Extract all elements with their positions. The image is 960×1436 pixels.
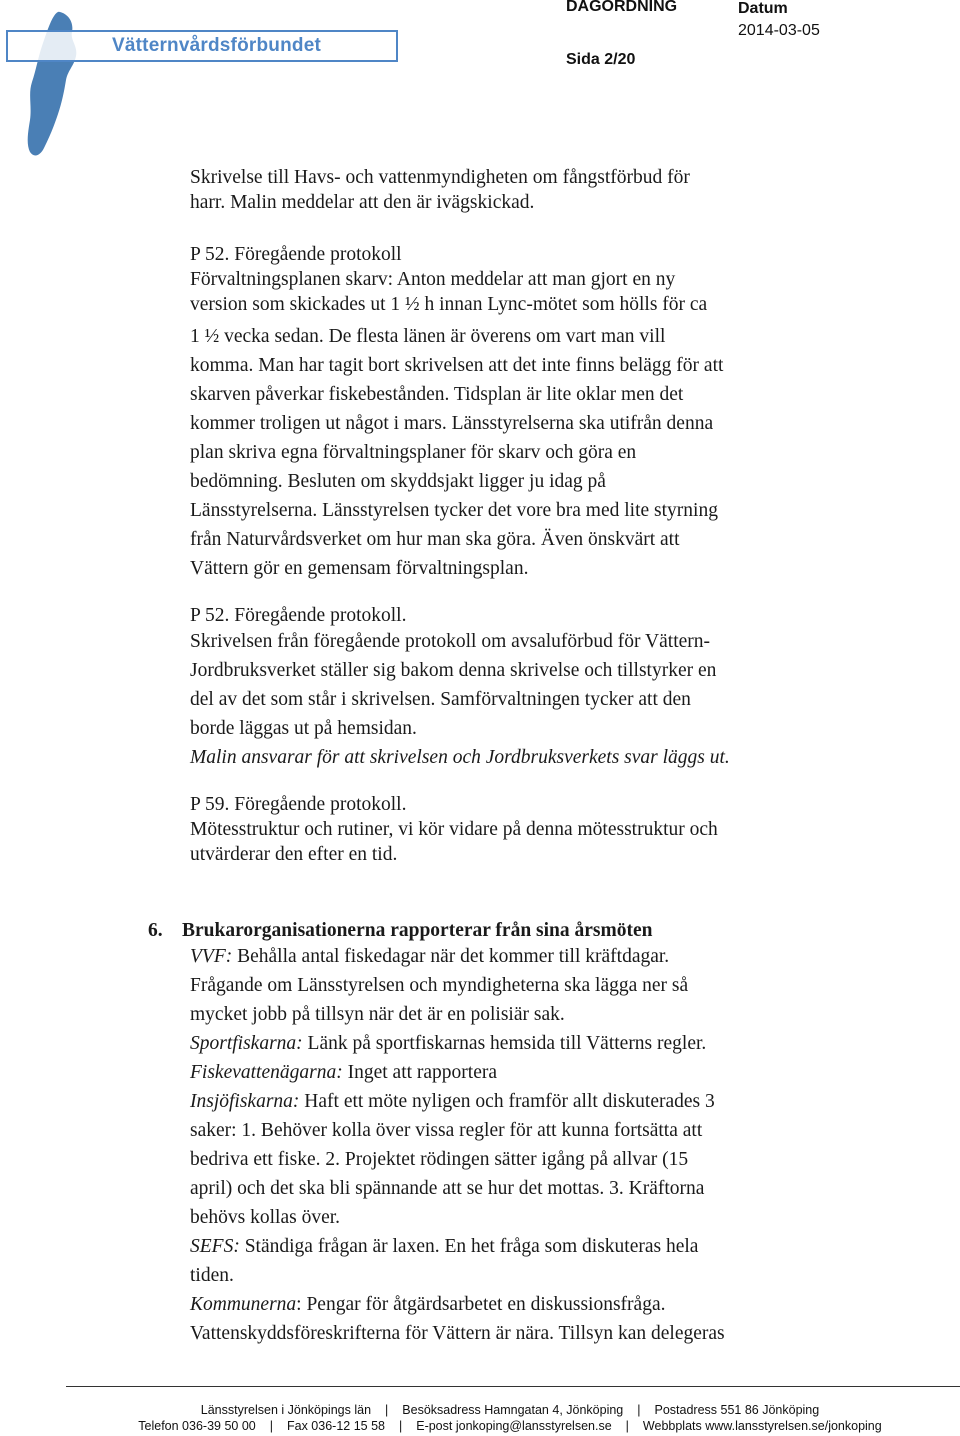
paragraph-p59 <box>190 792 810 867</box>
report-text: Behålla antal fiskedagar när det kommer till kräftdagar. <box>232 946 670 967</box>
date-value: 2014-03-05 <box>738 22 820 39</box>
report-text: Ständiga frågan är laxen. En het fråga som diskuteras hela <box>239 1236 699 1257</box>
text-line: från Naturvårdsverket om hur man ska göra. Även önskvärt att <box>190 529 680 550</box>
org-name: Vätternvårdsförbundet <box>112 35 322 56</box>
report-text: behövs kollas över. <box>190 1207 341 1228</box>
paragraph-p52-skarv-intro <box>190 242 810 317</box>
footer-org: Länsstyrelsen i Jönköpings län <box>200 1403 372 1417</box>
report-line <box>190 971 810 1000</box>
report-line <box>190 1087 810 1116</box>
report-line <box>190 1232 810 1261</box>
report-text: tiden. <box>190 1265 234 1286</box>
report-line <box>190 1174 810 1203</box>
text-line: Skrivelse till Havs- och vattenmyndigheten om fångstförbud för <box>190 167 690 188</box>
footer-visit-address: Besöksadress Hamngatan 4, Jönköping <box>402 1403 624 1417</box>
text-line: P 52. Föregående protokoll. <box>190 605 407 626</box>
paragraph-p52-skarv-body <box>190 322 810 583</box>
report-line <box>190 1145 810 1174</box>
text-line: del av det som står i skrivelsen. Samförvaltningen tycker att den <box>190 689 691 710</box>
paragraph-p52-avsaluforbud-title <box>190 603 810 628</box>
footer-fax: Fax 036-12 15 58 <box>286 1419 385 1433</box>
text-line: utvärderar den efter en tid. <box>190 844 398 865</box>
footer-separator: | <box>398 1419 403 1433</box>
text-line: Förvaltningsplanen skarv: Anton meddelar att man gjort en ny <box>190 269 676 290</box>
report-line <box>190 942 810 971</box>
report-line <box>190 1261 810 1290</box>
report-line <box>190 1000 810 1029</box>
text-line: komma. Man har tagit bort skrivelsen att det inte finns belägg för att <box>190 355 724 376</box>
text-line: 1 ½ vecka sedan. De flesta länen är överens om vart man vill <box>190 326 666 347</box>
section-6-heading <box>148 918 653 943</box>
footer-line-1 <box>30 1403 960 1417</box>
report-line <box>190 1319 810 1348</box>
report-text: april) och det ska bli spännande att se hur det mottas. 3. Kräftorna <box>190 1178 705 1199</box>
report-line <box>190 1203 810 1232</box>
org-label: Fiskevattenägarna: <box>190 1062 343 1083</box>
text-line: borde läggas ut på hemsidan. <box>190 718 417 739</box>
org-label: VVF: <box>190 946 233 967</box>
footer-email[interactable]: E-post jonkoping@lansstyrelsen.se <box>416 1419 612 1433</box>
text-line: harr. Malin meddelar att den är ivägskickad. <box>190 192 535 213</box>
org-label: SEFS: <box>190 1236 240 1257</box>
report-text: Vattenskyddsföreskrifterna för Vättern är nära. Tillsyn kan delegeras <box>190 1323 725 1344</box>
footer-divider <box>66 1386 960 1387</box>
text-line: plan skriva egna förvaltningsplaner för skarv och göra en <box>190 442 637 463</box>
text-line: Skrivelsen från föregående protokoll om avsaluförbud för Vättern- <box>190 631 711 652</box>
page-number: Sida 2/20 <box>566 51 636 68</box>
paragraph-skrivelse <box>190 165 810 215</box>
text-line: version som skickades ut 1 ½ h innan Lync-mötet som hölls för ca <box>190 294 708 315</box>
report-line <box>190 1058 810 1087</box>
report-text: mycket jobb på tillsyn när det är en polisiär sak. <box>190 1004 565 1025</box>
text-line: Vättern gör en gemensam förvaltningsplan. <box>190 558 529 579</box>
footer-phone: Telefon 036-39 50 00 <box>138 1419 256 1433</box>
footer-separator: | <box>625 1419 629 1433</box>
text-line: Mötesstruktur och rutiner, vi kör vidare på denna mötesstruktur och <box>190 819 718 840</box>
text-line: Länsstyrelserna. Länsstyrelsen tycker det vore bra med lite styrning <box>190 500 718 521</box>
text-line: Jordbruksverket ställer sig bakom denna skrivelse och tillstyrker en <box>190 660 717 681</box>
footer-separator: | <box>385 1403 389 1417</box>
report-text: bedriva ett fiske. 2. Projektet rödingen sätter igång på allvar (15 <box>190 1149 689 1170</box>
text-line: P 59. Föregående protokoll. <box>190 794 407 815</box>
text-line: P 52. Föregående protokoll <box>190 244 402 265</box>
footer-line-2 <box>30 1419 960 1433</box>
action-item: Malin ansvarar för att skrivelsen och Jordbruksverkets svar läggs ut. <box>190 747 730 768</box>
section-6-body <box>190 942 810 1348</box>
report-text: saker: 1. Behöver kolla över vissa regler för att kunna fortsätta att <box>190 1120 703 1141</box>
footer-website[interactable]: Webbplats www.lansstyrelsen.se/jonkoping <box>642 1419 882 1433</box>
footer-separator: | <box>269 1419 273 1433</box>
org-label: Sportfiskarna: <box>190 1033 303 1054</box>
report-text: : Pengar för åtgärdsarbetet en diskussionsfråga. <box>296 1294 666 1315</box>
text-line: skarven påverkar fiskebestånden. Tidsplan är lite oklar men det <box>190 384 684 405</box>
paragraph-p52-avsaluforbud <box>190 627 810 772</box>
footer-separator: | <box>637 1403 641 1417</box>
date-label: Datum <box>738 0 788 17</box>
report-text: Frågande om Länsstyrelsen och myndigheterna ska lägga ner så <box>190 975 689 996</box>
report-text: Haft ett möte nyligen och framför allt diskuterades 3 <box>299 1091 715 1112</box>
report-line <box>190 1290 810 1319</box>
document-type: DAGORDNING <box>566 0 678 15</box>
text-line: bedömning. Besluten om skyddsjakt ligger ju idag på <box>190 471 606 492</box>
section-number: 6. <box>148 920 163 941</box>
text-line: kommer troligen ut något i mars. Länsstyrelserna ska utifrån denna <box>190 413 714 434</box>
footer-postal-address: Postadress 551 86 Jönköping <box>654 1403 820 1417</box>
report-line <box>190 1029 810 1058</box>
report-text: Länk på sportfiskarnas hemsida till Vätterns regler. <box>302 1033 707 1054</box>
org-label: Kommunerna <box>190 1294 297 1315</box>
org-label: Insjöfiskarna: <box>190 1091 300 1112</box>
report-line <box>190 1116 810 1145</box>
report-text: Inget att rapportera <box>342 1062 498 1083</box>
section-title: Brukarorganisationerna rapporterar från sina årsmöten <box>182 920 653 941</box>
